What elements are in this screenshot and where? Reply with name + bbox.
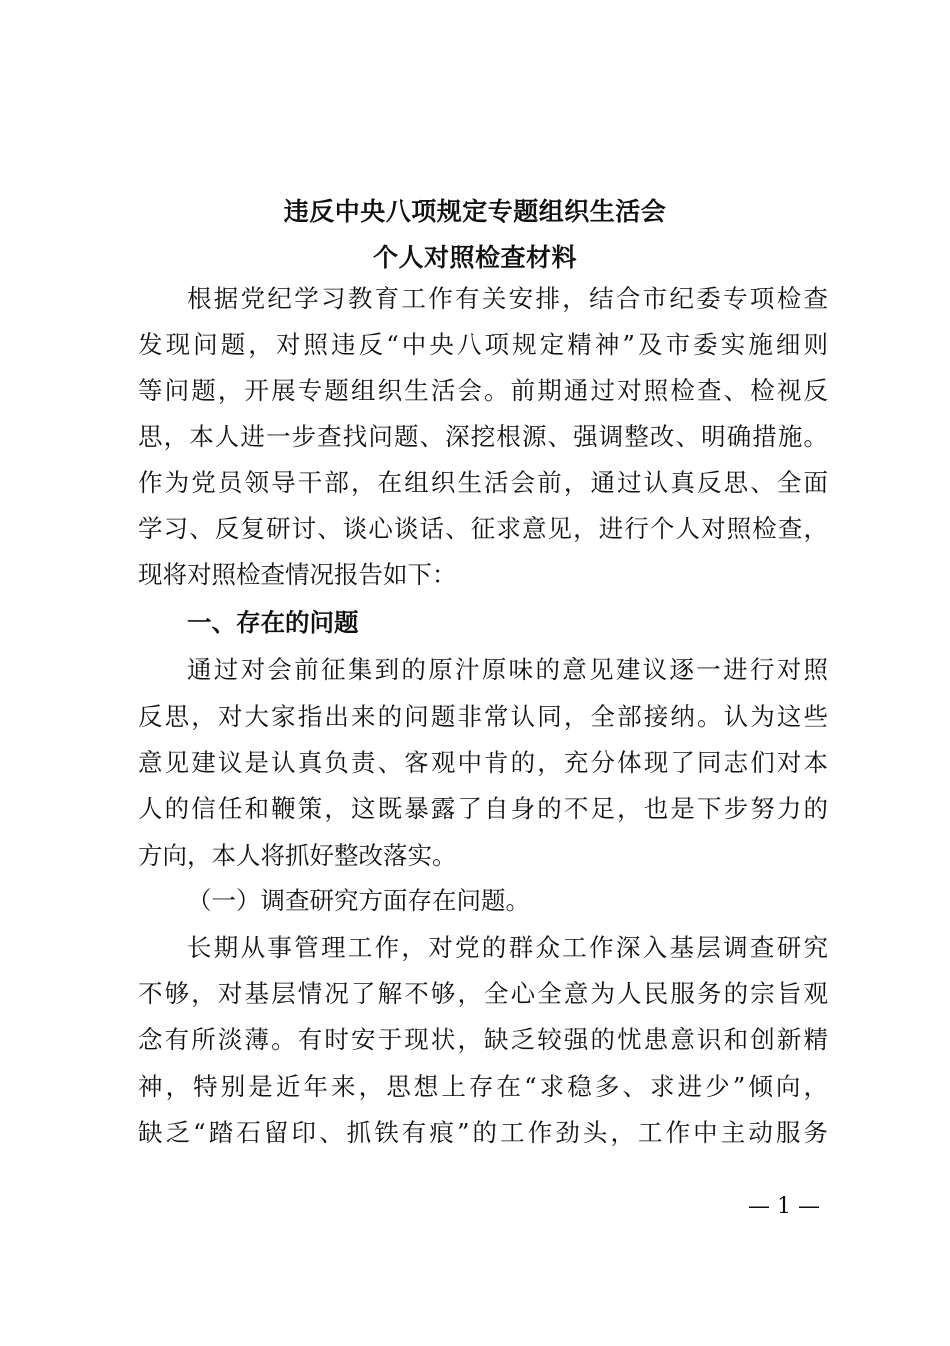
paragraph-line: 意见建议是认真负责、客观中肯的，充分体现了同志们对本 — [138, 748, 828, 777]
paragraph-line: 根据党纪学习教育工作有关安排，结合市纪委专项检查 — [187, 284, 828, 313]
paragraph-line: 等问题，开展专题组织生活会。前期通过对照检查、检视反 — [138, 376, 828, 405]
document-title-line-2: 个人对照检查材料 — [372, 243, 577, 272]
paragraph-line: 念有所淡薄。有时安于现状，缺乏较强的忧患意识和创新精 — [138, 1025, 828, 1054]
paragraph-line: 作为党员领导干部，在组织生活会前，通过认真反思、全面 — [138, 468, 828, 497]
paragraph-line: 人的信任和鞭策，这既暴露了自身的不足，也是下步努力的 — [138, 794, 828, 823]
document-title-line-1: 违反中央八项规定专题组织生活会 — [283, 197, 667, 226]
paragraph-line: 神，特别是近年来，思想上存在“求稳多、求进少”倾向， — [138, 1072, 828, 1101]
paragraph-line: 思，本人进一步查找问题、深挖根源、强调整改、明确措施。 — [138, 422, 828, 451]
paragraph-line: 发现问题，对照违反“中央八项规定精神”及市委实施细则 — [138, 330, 828, 359]
paragraph-line: 方向，本人将抓好整改落实。 — [138, 841, 457, 870]
section-heading: 一、存在的问题 — [187, 608, 359, 637]
subsection-heading: （一）调查研究方面存在问题。 — [187, 886, 530, 915]
paragraph-line: 现将对照检查情况报告如下： — [138, 560, 457, 589]
paragraph-line: 不够，对基层情况了解不够，全心全意为人民服务的宗旨观 — [138, 979, 828, 1008]
paragraph-line: 反思，对大家指出来的问题非常认同，全部接纳。认为这些 — [138, 702, 828, 731]
paragraph-line: 缺乏“踏石留印、抓铁有痕”的工作劲头，工作中主动服务 — [138, 1118, 828, 1147]
paragraph-line: 长期从事管理工作，对党的群众工作深入基层调查研究 — [187, 933, 828, 962]
page-number: — 1 — — [748, 1194, 820, 1219]
paragraph-line: 学习、反复研讨、谈心谈话、征求意见，进行个人对照检查， — [138, 514, 828, 543]
paragraph-line: 通过对会前征集到的原汁原味的意见建议逐一进行对照 — [187, 655, 828, 684]
